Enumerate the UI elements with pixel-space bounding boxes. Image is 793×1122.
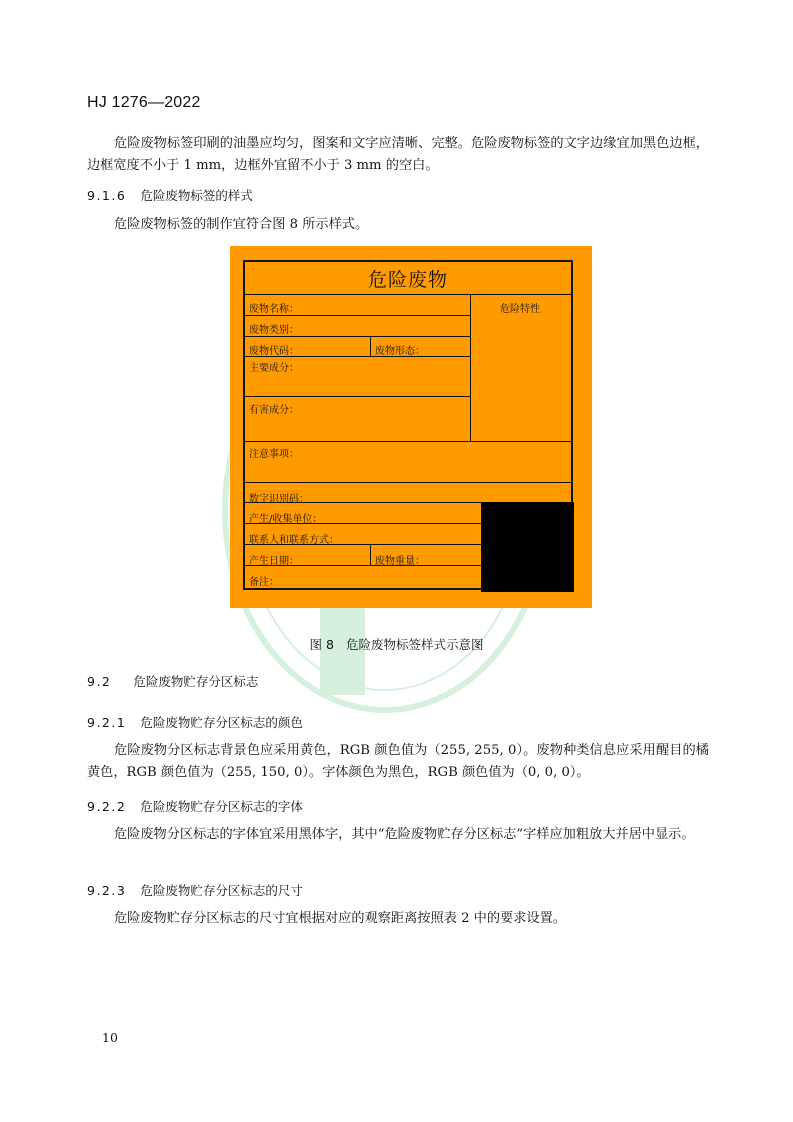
divider	[470, 294, 471, 441]
heading-text: 危险废物贮存分区标志的字体	[140, 799, 303, 814]
waste-category-field: 废物类别：	[249, 325, 299, 336]
producer-field: 产生/收集单位：	[249, 514, 323, 525]
heading-number: 9.2.1	[87, 715, 127, 730]
label-frame	[243, 260, 573, 590]
figure-number: 图 8	[309, 637, 334, 652]
label-title: 危险废物	[367, 269, 448, 291]
divider	[370, 336, 371, 356]
page-number: 10	[102, 1030, 118, 1045]
hazard-characteristics-label: 危险特性	[500, 304, 540, 315]
paragraph-label-printing: 危险废物标签印刷的油墨应均匀，图案和文字应清晰、完整。危险废物标签的文字边缘宜加黑色边框，边框宽度不小于 1 mm，边框外宜留不小于 3 mm 的空白。	[87, 136, 709, 173]
paragraph-size: 危险废物贮存分区标志的尺寸宜根据对应的观察距离按照表 2 中的要求设置。	[114, 911, 566, 926]
figure-title: 危险废物标签样式示意图	[345, 637, 484, 652]
heading-text: 危险废物标签的样式	[140, 188, 253, 203]
waste-form-field: 废物形态：	[375, 346, 425, 357]
divider	[245, 356, 470, 357]
heading-text: 危险废物贮存分区标志	[133, 674, 259, 689]
heading-9-2-2	[87, 797, 303, 815]
qr-code-placeholder	[481, 502, 574, 592]
divider	[370, 544, 371, 565]
production-date-field: 产生日期：	[249, 556, 299, 567]
divider	[245, 396, 470, 397]
waste-weight-field: 废物重量：	[375, 556, 425, 567]
divider	[245, 441, 571, 442]
contact-field: 联系人和联系方式：	[249, 535, 339, 546]
main-components-field: 主要成分：	[249, 363, 299, 374]
heading-number: 9.1.6	[87, 188, 127, 203]
paragraph-color: 危险废物分区标志背景色应采用黄色，RGB 颜色值为（255, 255, 0）。废物种类信息应采用醒目的橘黄色，RGB 颜色值为（255, 150, 0）。字体颜色为黑色，RGB 颜色值为（0, 0, 0）。	[87, 743, 709, 780]
standard-code-header: HJ 1276—2022	[87, 94, 201, 111]
digital-id-field: 数字识别码：	[249, 494, 309, 505]
hazardous-waste-label-figure	[230, 246, 592, 608]
harmful-components-field: 有害成分：	[249, 405, 299, 416]
heading-9-2	[87, 672, 258, 690]
heading-number: 9.2.2	[87, 799, 127, 814]
heading-9-2-1	[87, 713, 303, 731]
heading-number: 9.2	[87, 674, 112, 689]
paragraph-label-style: 危险废物标签的制作宜符合图 8 所示样式。	[114, 217, 369, 232]
divider	[245, 336, 470, 337]
heading-text: 危险废物贮存分区标志的尺寸	[140, 883, 303, 898]
heading-9-1-6	[87, 186, 253, 204]
waste-name-field: 废物名称：	[249, 304, 299, 315]
waste-code-field: 废物代码：	[249, 346, 299, 357]
heading-9-2-3	[87, 881, 303, 899]
divider	[245, 482, 571, 483]
figure-caption	[0, 635, 793, 653]
paragraph-font: 危险废物分区标志的字体宜采用黑体字，其中“危险废物贮存分区标志”字样应加粗放大并居中显示。	[114, 827, 695, 842]
remarks-field: 备注：	[249, 577, 279, 588]
divider	[245, 294, 571, 295]
heading-number: 9.2.3	[87, 883, 127, 898]
precautions-field: 注意事项：	[249, 449, 299, 460]
heading-text: 危险废物贮存分区标志的颜色	[140, 715, 303, 730]
divider	[245, 315, 470, 316]
